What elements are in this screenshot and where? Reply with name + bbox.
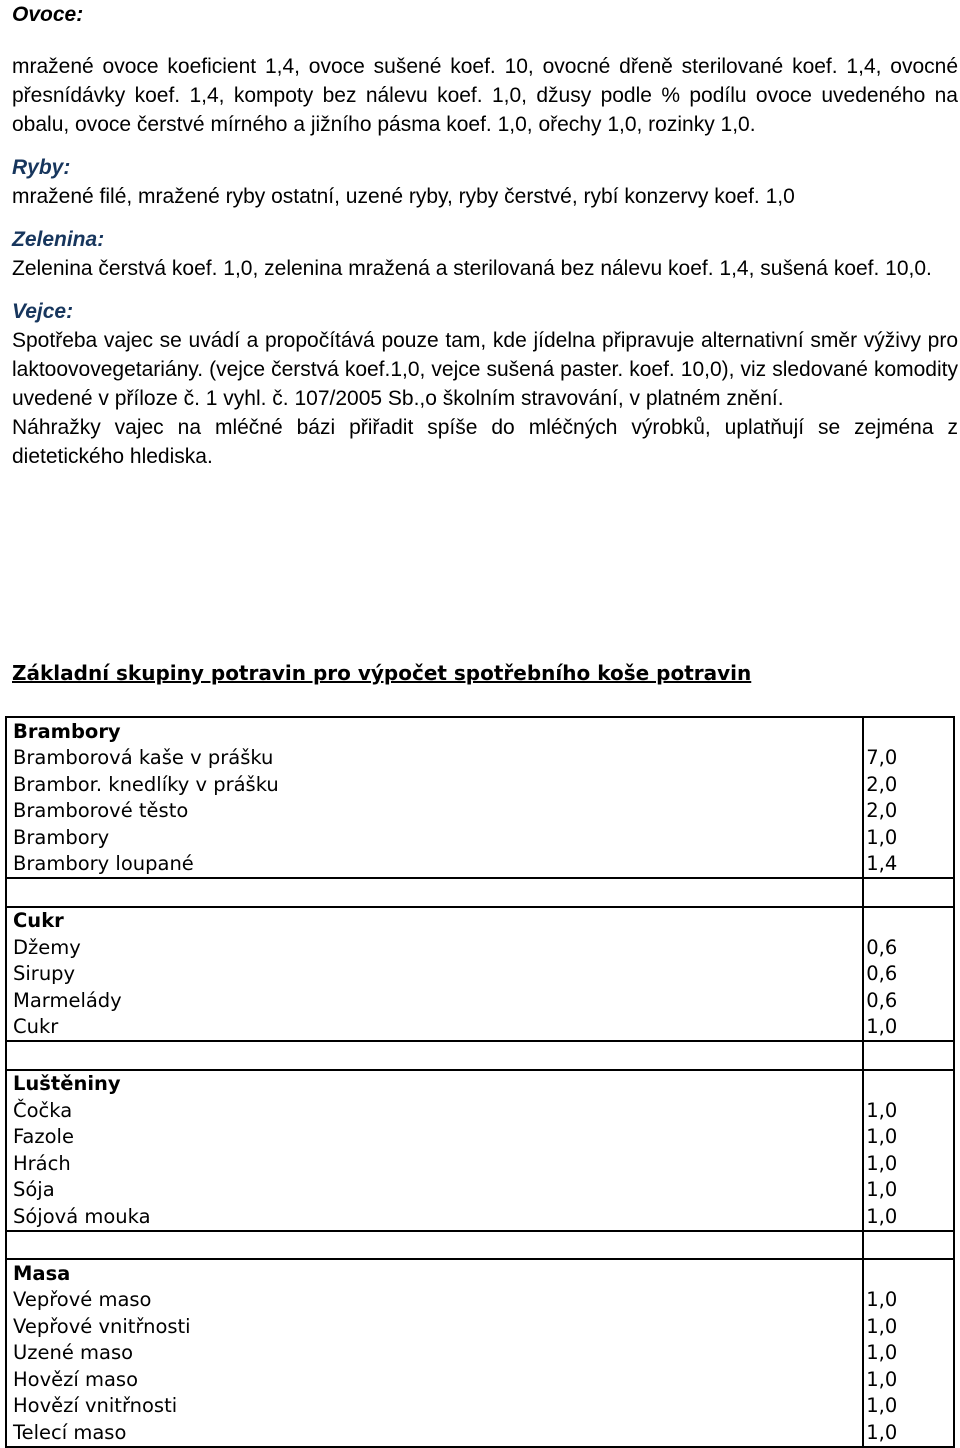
table-row: [6, 1203, 954, 1231]
table-row: [6, 1393, 954, 1420]
empty-cell: [6, 1231, 863, 1260]
item-coefficient: 0,6: [863, 987, 954, 1014]
item-coefficient: 1,0: [863, 1203, 954, 1231]
table-row: [6, 851, 954, 879]
item-label: Brambor. knedlíky v prášku: [6, 771, 863, 798]
empty-cell: [863, 1259, 954, 1287]
table-row: [6, 1150, 954, 1177]
paragraph-ryby: mražené filé, mražené ryby ostatní, uzené ryby, ryby čerstvé, rybí konzervy koef. 1,0: [12, 185, 795, 208]
item-coefficient: 1,0: [863, 1313, 954, 1340]
item-label: Uzené maso: [6, 1340, 863, 1367]
empty-cell: [863, 1231, 954, 1260]
item-label: Cukr: [6, 1014, 863, 1042]
item-label: Marmelády: [6, 987, 863, 1014]
group-header-row: [6, 1070, 954, 1098]
group-name: Luštěniny: [6, 1070, 863, 1098]
group-header-row: [6, 717, 954, 745]
item-label: Brambory: [6, 824, 863, 851]
paragraph-zelenina: Zelenina čerstvá koef. 1,0, zelenina mražená a sterilovaná bez nálevu koef. 1,4, sušená koef. 10,0.: [12, 257, 932, 280]
group-name: Cukr: [6, 907, 863, 935]
item-label: Vepřové vnitřnosti: [6, 1313, 863, 1340]
paragraph-vejce-1: Spotřeba vajec se uvádí a propočítává pouze tam, kde jídelna připravuje alternativní směr výživy pro laktoovovegetariány. (vejce čerstvá koef.1,0, vejce sušená paster. koef. 10,0), viz sledované komodity uvedené v příloze č. 1 vyhl. č. 107/2005 Sb.,o školním stravování, v platném znění.: [12, 329, 958, 410]
item-coefficient: 1,0: [863, 824, 954, 851]
table-row: [6, 824, 954, 851]
item-label: Bramborová kaše v prášku: [6, 745, 863, 772]
empty-cell: [863, 1070, 954, 1098]
item-label: Sirupy: [6, 961, 863, 988]
item-coefficient: 1,0: [863, 1177, 954, 1204]
item-label: Telecí maso: [6, 1419, 863, 1447]
empty-cell: [863, 878, 954, 907]
item-label: Sójová mouka: [6, 1203, 863, 1231]
heading-zelenina: Zelenina:: [12, 228, 105, 251]
table-row: [6, 798, 954, 825]
table-row: [6, 1419, 954, 1447]
item-coefficient: 1,4: [863, 851, 954, 879]
item-coefficient: 1,0: [863, 1014, 954, 1042]
empty-cell: [863, 717, 954, 745]
table-row: [6, 771, 954, 798]
table-row: [6, 1340, 954, 1367]
group-header-row: [6, 907, 954, 935]
spacer-row: [6, 878, 954, 907]
group-header-row: [6, 1259, 954, 1287]
item-label: Vepřové maso: [6, 1287, 863, 1314]
item-label: Bramborové těsto: [6, 798, 863, 825]
table-row: [6, 987, 954, 1014]
section-title: Základní skupiny potravin pro výpočet spotřebního koše potravin: [12, 661, 752, 685]
item-coefficient: 1,0: [863, 1419, 954, 1447]
item-coefficient: 2,0: [863, 771, 954, 798]
table-row: [6, 1366, 954, 1393]
group-name: Masa: [6, 1259, 863, 1287]
item-coefficient: 1,0: [863, 1340, 954, 1367]
group-name: Brambory: [6, 717, 863, 745]
table-row: [6, 1014, 954, 1042]
food-groups-table: [5, 716, 955, 1448]
item-coefficient: 7,0: [863, 745, 954, 772]
item-label: Džemy: [6, 934, 863, 961]
table-row: [6, 745, 954, 772]
table-row: [6, 1313, 954, 1340]
paragraph-ovoce: mražené ovoce koeficient 1,4, ovoce sušené koef. 10, ovocné dřeně sterilované koef. 1,4, ovocné přesnídávky koef. 1,4, kompoty bez nálevu koef. 1,0, džusy podle % podílu ovoce uvedeného na obalu, ovoce čerstvé mírného a jižního pásma koef. 1,0, ořechy 1,0, rozinky 1,0.: [12, 55, 958, 136]
empty-cell: [863, 1041, 954, 1070]
item-label: Sója: [6, 1177, 863, 1204]
item-coefficient: 0,6: [863, 934, 954, 961]
item-coefficient: 1,0: [863, 1150, 954, 1177]
table-row: [6, 961, 954, 988]
table-row: [6, 1124, 954, 1151]
item-label: Brambory loupané: [6, 851, 863, 879]
table-row: [6, 1287, 954, 1314]
empty-cell: [863, 907, 954, 935]
heading-ovoce: Ovoce:: [12, 3, 84, 26]
table-row: [6, 934, 954, 961]
spacer-row: [6, 1041, 954, 1070]
item-coefficient: 1,0: [863, 1097, 954, 1124]
item-label: Hovězí maso: [6, 1366, 863, 1393]
item-coefficient: 1,0: [863, 1393, 954, 1420]
empty-cell: [6, 878, 863, 907]
item-coefficient: 0,6: [863, 961, 954, 988]
item-coefficient: 2,0: [863, 798, 954, 825]
item-label: Hovězí vnitřnosti: [6, 1393, 863, 1420]
item-coefficient: 1,0: [863, 1287, 954, 1314]
table-row: [6, 1097, 954, 1124]
item-label: Hrách: [6, 1150, 863, 1177]
item-label: Fazole: [6, 1124, 863, 1151]
item-coefficient: 1,0: [863, 1124, 954, 1151]
empty-cell: [6, 1041, 863, 1070]
item-label: Čočka: [6, 1097, 863, 1124]
paragraph-vejce-2: Náhražky vajec na mléčné bázi přiřadit spíše do mléčných výrobků, uplatňují se zejména z dietetického hlediska.: [12, 416, 958, 468]
table-row: [6, 1177, 954, 1204]
heading-vejce: Vejce:: [12, 300, 74, 323]
item-coefficient: 1,0: [863, 1366, 954, 1393]
text-sections: [12, 0, 958, 471]
heading-ryby: Ryby:: [12, 156, 71, 179]
spacer-row: [6, 1231, 954, 1260]
